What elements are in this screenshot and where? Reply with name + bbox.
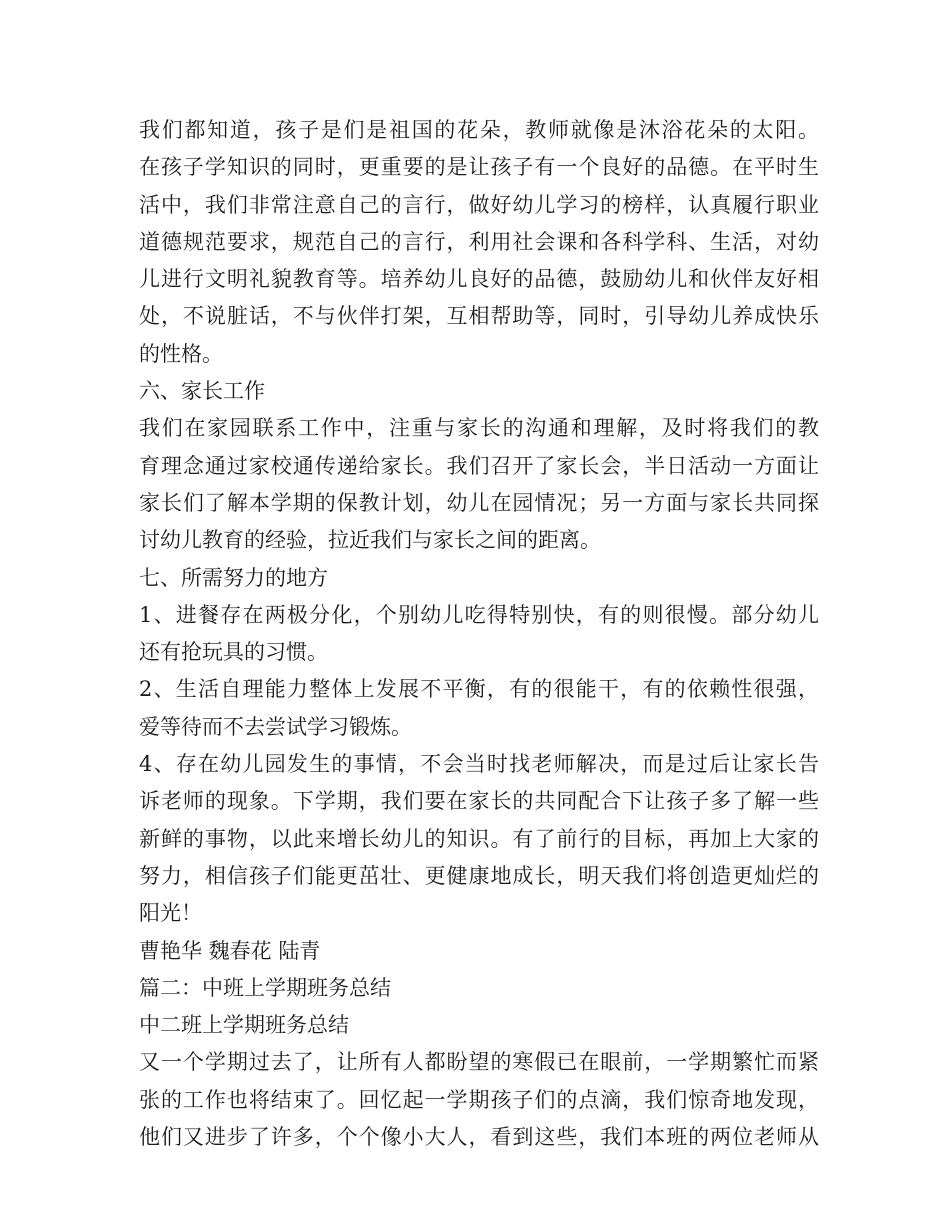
text-line: 讨幼儿教育的经验，拉近我们与家长之间的距离。 (139, 528, 601, 553)
text-line: 2、生活自理能力整体上发展不平衡，有的很能干，有的依赖性很强， (139, 677, 819, 702)
text-line: 张的工作也将结束了。回忆起一学期孩子们的点滴，我们惊奇地发现， (139, 1087, 819, 1112)
text-line: 曹艳华 魏春花 陆青 (139, 938, 321, 963)
text-line: 诉老师的现象。下学期，我们要在家长的共同配合下让孩子多了解一些 (139, 789, 819, 814)
text-line: 的性格。 (139, 341, 223, 366)
text-line: 育理念通过家校通传递给家长。我们召开了家长会，半日活动一方面让 (139, 453, 819, 478)
text-line: 中二班上学期班务总结 (139, 1013, 349, 1038)
text-line: 六、家长工作 (139, 379, 265, 404)
text-line: 爱等待而不去尝试学习锻炼。 (139, 714, 412, 739)
text-line: 还有抢玩具的习惯。 (139, 640, 328, 665)
text-line: 活中，我们非常注意自己的言行，做好幼儿学习的榜样，认真履行职业 (139, 192, 819, 217)
text-line: 道德规范要求，规范自己的言行，利用社会课和各科学科、生活，对幼 (139, 229, 819, 254)
text-line: 4、存在幼儿园发生的事情，不会当时找老师解决，而是过后让家长告 (139, 752, 819, 777)
text-line: 努力，相信孩子们能更茁壮、更健康地成长，明天我们将创造更灿烂的 (139, 863, 819, 888)
text-line: 在孩子学知识的同时，更重要的是让孩子有一个良好的品德。在平时生 (139, 155, 819, 180)
text-line: 新鲜的事物，以此来增长幼儿的知识。有了前行的目标，再加上大家的 (139, 826, 819, 851)
text-line: 家长们了解本学期的保教计划，幼儿在园情况；另一方面与家长共同探 (139, 490, 819, 515)
text-line: 我们都知道，孩子是们是祖国的花朵，教师就像是沐浴花朵的太阳。 (139, 118, 819, 142)
document-body (139, 112, 819, 1156)
text-line: 七、所需努力的地方 (139, 565, 328, 590)
text-line: 处，不说脏话，不与伙伴打架，互相帮助等，同时，引导幼儿养成快乐 (139, 304, 819, 329)
text-line: 阳光！ (139, 901, 202, 926)
text-line: 又一个学期过去了，让所有人都盼望的寒假已在眼前，一学期繁忙而紧 (139, 1050, 819, 1075)
text-line: 篇二：中班上学期班务总结 (139, 975, 391, 1000)
text-line: 我们在家园联系工作中，注重与家长的沟通和理解，及时将我们的教 (139, 416, 819, 441)
text-line: 儿进行文明礼貌教育等。培养幼儿良好的品德，鼓励幼儿和伙伴友好相 (139, 267, 819, 292)
text-line: 1、进餐存在两极分化，个别幼儿吃得特别快，有的则很慢。部分幼儿 (139, 602, 819, 627)
text-line: 他们又进步了许多，个个像小大人，看到这些，我们本班的两位老师从 (139, 1125, 819, 1150)
